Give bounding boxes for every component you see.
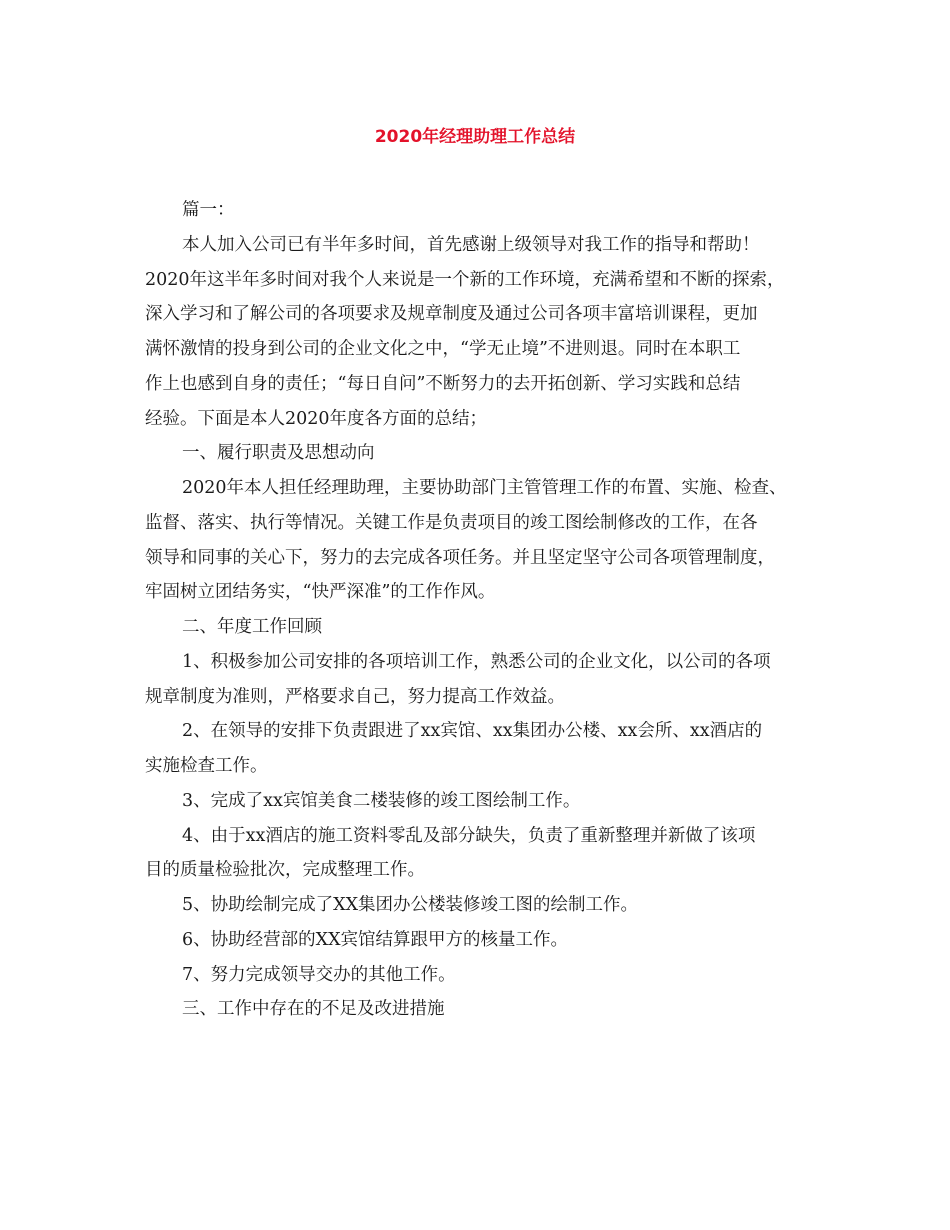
text-line: 规章制度为准则，严格要求自己，努力提高工作效益。 [145,686,565,707]
document-title: 2020年经理助理工作总结 [374,127,576,147]
document-body [145,193,810,1027]
text-line: 监督、落实、执行等情况。关键工作是负责项目的竣工图绘制修改的工作，在各 [145,512,758,533]
text-line: 2、在领导的安排下负责跟进了xx宾馆、xx集团办公楼、xx会所、xx酒店的 [182,721,763,742]
text-line: 7、努力完成领导交办的其他工作。 [182,964,456,985]
text-line: 本人加入公司已有半年多时间，首先感谢上级领导对我工作的指导和帮助！ [182,234,760,255]
text-line: 满怀激情的投身到公司的企业文化之中，“学无止境”不进则退。同时在本职工 [145,339,741,359]
text-line: 深入学习和了解公司的各项要求及规章制度及通过公司各项丰富培训课程，更加 [145,304,758,325]
text-line: 3、完成了xx宾馆美食二楼装修的竣工图绘制工作。 [182,790,581,811]
text-line: 实施检查工作。 [145,756,268,776]
text-line: 2020年这半年多时间对我个人来说是一个新的工作环境，充满希望和不断的探索， [145,269,785,290]
text-line: 领导和同事的关心下，努力的去完成各项任务。并且坚定坚守公司各项管理制度， [145,547,775,568]
text-line: 5、协助绘制完成了XX集团办公楼装修竣工图的绘制工作。 [182,895,639,915]
text-line: 一、履行职责及思想动向 [182,443,375,464]
text-line: 二、年度工作回顾 [182,617,322,637]
text-line: 6、协助经营部的XX宾馆结算跟甲方的核量工作。 [182,929,569,950]
text-line: 作上也感到自身的责任；“每日自问”不断努力的去开拓创新、学习实践和总结 [145,373,741,394]
text-line: 经验。下面是本人2020年度各方面的总结； [145,408,488,429]
text-line: 牢固树立团结务实，“快严深准”的工作作风。 [145,582,496,603]
text-line: 篇一： [182,200,235,220]
text-line: 2020年本人担任经理助理，主要协助部门主管管理工作的布置、实施、检查、 [182,478,787,498]
text-line: 4、由于xx酒店的施工资料零乱及部分缺失，负责了重新整理并新做了该项 [182,825,756,846]
text-line: 目的质量检验批次，完成整理工作。 [145,860,425,881]
text-line: 1、积极参加公司安排的各项培训工作，熟悉公司的企业文化，以公司的各项 [182,651,771,672]
text-line: 三、工作中存在的不足及改进措施 [182,999,445,1020]
